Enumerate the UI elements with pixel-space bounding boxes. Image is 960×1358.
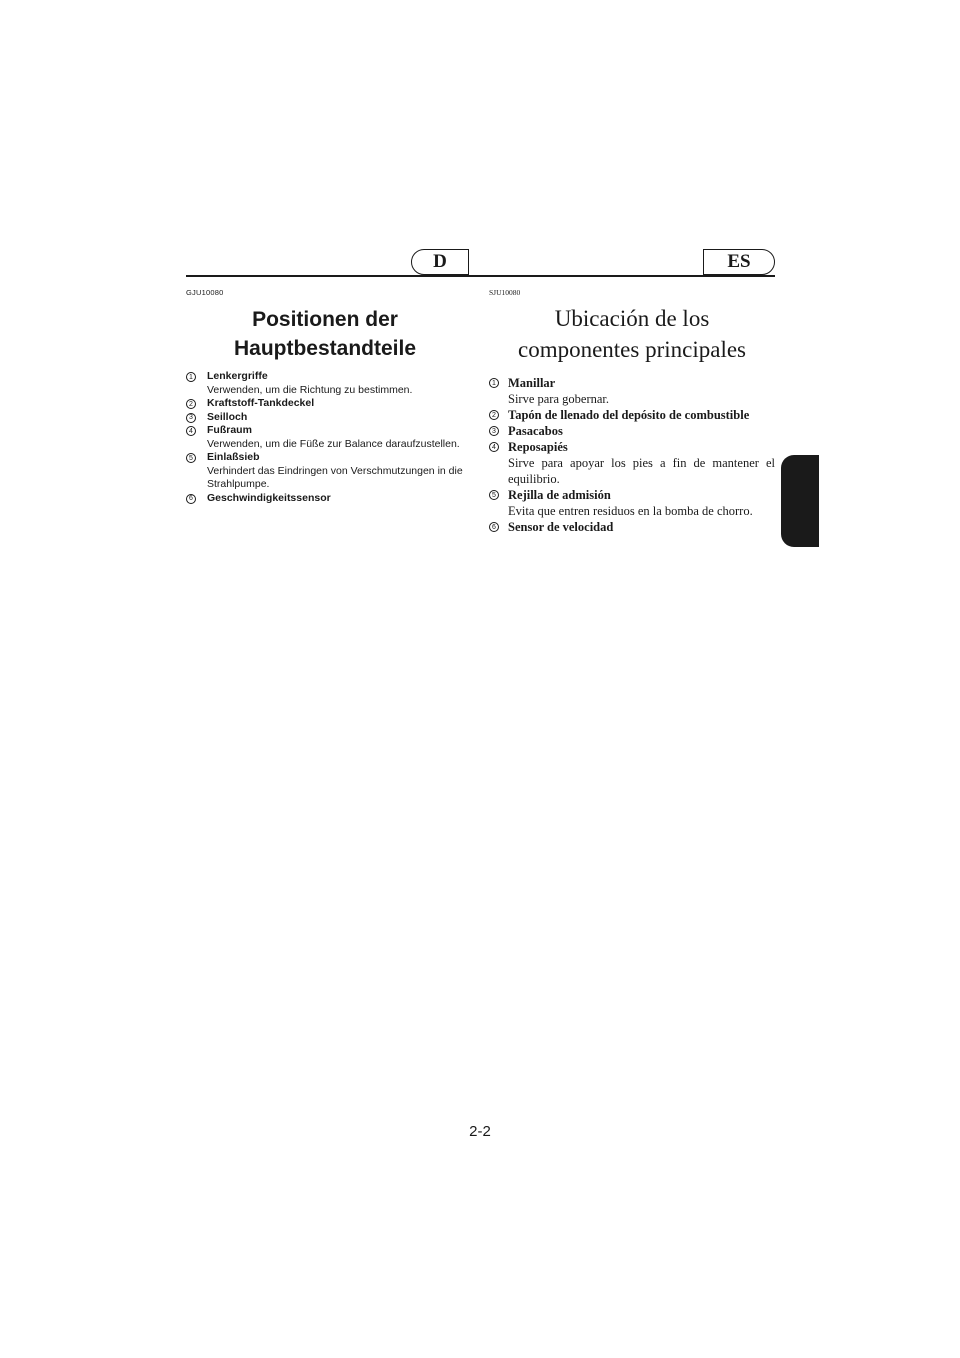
item-name: Reposapiés bbox=[508, 440, 568, 454]
item-name: Lenkergriffe bbox=[207, 370, 268, 382]
item-name: Manillar bbox=[508, 376, 556, 390]
german-column bbox=[186, 288, 464, 505]
item-description: Evita que entren residuos en la bomba de chorro. bbox=[508, 504, 753, 518]
title-line-2: Hauptbestandteile bbox=[233, 337, 417, 360]
item-name: Pasacabos bbox=[508, 424, 563, 438]
item-name: Geschwindigkeitssensor bbox=[207, 491, 331, 504]
item-number: 5 bbox=[489, 490, 499, 500]
list-item bbox=[489, 407, 775, 423]
page-number: 2-2 bbox=[469, 1123, 491, 1140]
item-number: 1 bbox=[186, 372, 196, 382]
item-name: Einlaßsieb bbox=[207, 451, 260, 463]
list-item bbox=[186, 411, 464, 425]
item-name: Seilloch bbox=[207, 410, 248, 423]
item-name: Rejilla de admisión bbox=[508, 488, 611, 502]
item-number: 5 bbox=[186, 453, 196, 463]
item-description: Sirve para apoyar los pies a fin de mantener el equilibrio. bbox=[508, 456, 775, 486]
item-number: 3 bbox=[186, 413, 196, 423]
title-line-1: Ubicación de los bbox=[554, 306, 710, 331]
chapter-tab bbox=[781, 455, 819, 547]
item-number: 2 bbox=[186, 399, 196, 409]
item-number: 4 bbox=[489, 442, 499, 452]
item-description: Verhindert das Eindringen von Verschmutzungen in die Strahlpumpe. bbox=[207, 464, 463, 490]
list-item bbox=[186, 370, 464, 397]
spanish-column bbox=[489, 288, 775, 535]
language-badge-german: D bbox=[411, 249, 469, 275]
list-item bbox=[186, 492, 464, 506]
list-item bbox=[489, 487, 775, 519]
section-title bbox=[186, 305, 464, 363]
list-item bbox=[489, 423, 775, 439]
item-number: 6 bbox=[186, 494, 196, 504]
header-rule bbox=[186, 275, 775, 277]
component-list bbox=[489, 375, 775, 535]
list-item bbox=[489, 375, 775, 407]
list-item bbox=[489, 439, 775, 487]
item-number: 6 bbox=[489, 522, 499, 532]
section-code: SJU10080 bbox=[489, 288, 521, 297]
item-description: Verwenden, um die Füße zur Balance daraufzustellen. bbox=[207, 437, 460, 450]
item-number: 3 bbox=[489, 426, 499, 436]
component-list bbox=[186, 370, 464, 505]
list-item bbox=[489, 519, 775, 535]
item-name: Tapón de llenado del depósito de combustible bbox=[508, 408, 750, 422]
list-item bbox=[186, 451, 464, 492]
title-line-1: Positionen der bbox=[252, 308, 398, 331]
item-description: Verwenden, um die Richtung zu bestimmen. bbox=[207, 383, 413, 396]
item-number: 4 bbox=[186, 426, 196, 436]
language-badge-spanish: ES bbox=[703, 249, 775, 275]
item-name: Kraftstoff-Tankdeckel bbox=[207, 397, 315, 409]
list-item bbox=[186, 397, 464, 411]
title-line-2: componentes principales bbox=[517, 337, 746, 362]
item-name: Sensor de velocidad bbox=[508, 520, 614, 534]
item-description: Sirve para gobernar. bbox=[508, 392, 610, 406]
item-number: 1 bbox=[489, 378, 499, 388]
section-code: GJU10080 bbox=[186, 288, 224, 297]
section-title bbox=[489, 303, 775, 365]
list-item bbox=[186, 424, 464, 451]
item-name: Fußraum bbox=[207, 424, 252, 436]
item-number: 2 bbox=[489, 410, 499, 420]
